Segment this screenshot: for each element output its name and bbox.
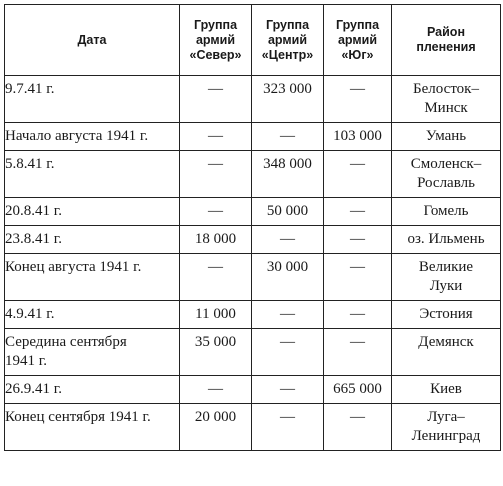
army-center-cell: 50 000 xyxy=(252,198,324,226)
army-center-cell: 348 000 xyxy=(252,151,324,198)
army-south-cell: 103 000 xyxy=(324,123,392,151)
header-capture-area xyxy=(392,5,501,76)
pow-table xyxy=(4,4,501,451)
army-north-cell: — xyxy=(180,123,252,151)
header-army-south-label: Группа армий «Юг» xyxy=(335,17,380,62)
army-south-cell: — xyxy=(324,226,392,254)
army-center-cell: 323 000 xyxy=(252,76,324,123)
date-cell: Конец августа 1941 г. xyxy=(5,254,180,301)
army-north-cell: 11 000 xyxy=(180,301,252,329)
table-row xyxy=(5,226,501,254)
date-cell: Середина сентября 1941 г. xyxy=(5,329,180,376)
capture-area-cell: Гомель xyxy=(392,198,501,226)
army-south-cell: — xyxy=(324,198,392,226)
army-north-cell: — xyxy=(180,151,252,198)
capture-area-cell: Эстония xyxy=(392,301,501,329)
header-date xyxy=(5,5,180,76)
header-army-south xyxy=(324,5,392,76)
table-header-row xyxy=(5,5,501,76)
header-capture-area-label: Район пленения xyxy=(416,25,476,54)
army-center-cell: — xyxy=(252,404,324,451)
header-army-north xyxy=(180,5,252,76)
table-row xyxy=(5,254,501,301)
army-north-cell: — xyxy=(180,376,252,404)
capture-area-cell: Белосток– Минск xyxy=(392,76,501,123)
table-row xyxy=(5,301,501,329)
army-north-cell: 20 000 xyxy=(180,404,252,451)
army-south-cell: 665 000 xyxy=(324,376,392,404)
capture-area-cell: Смоленск– Рославль xyxy=(392,151,501,198)
army-south-cell: — xyxy=(324,329,392,376)
header-army-north-label: Группа армий «Север» xyxy=(189,17,242,62)
army-south-cell: — xyxy=(324,254,392,301)
table-row xyxy=(5,329,501,376)
header-army-center-label: Группа армий «Центр» xyxy=(261,17,314,62)
army-center-cell: — xyxy=(252,123,324,151)
table-row xyxy=(5,76,501,123)
army-center-cell: 30 000 xyxy=(252,254,324,301)
capture-area-cell: Демянск xyxy=(392,329,501,376)
army-center-cell: — xyxy=(252,226,324,254)
header-army-center xyxy=(252,5,324,76)
date-cell: Конец сентября 1941 г. xyxy=(5,404,180,451)
capture-area-cell: оз. Ильмень xyxy=(392,226,501,254)
table-row xyxy=(5,376,501,404)
date-cell: 4.9.41 г. xyxy=(5,301,180,329)
date-cell: 23.8.41 г. xyxy=(5,226,180,254)
capture-area-cell: Умань xyxy=(392,123,501,151)
army-south-cell: — xyxy=(324,151,392,198)
table-row xyxy=(5,198,501,226)
army-center-cell: — xyxy=(252,376,324,404)
table-row xyxy=(5,123,501,151)
date-cell: 9.7.41 г. xyxy=(5,76,180,123)
army-south-cell: — xyxy=(324,301,392,329)
table-row xyxy=(5,404,501,451)
army-north-cell: 18 000 xyxy=(180,226,252,254)
date-cell: 5.8.41 г. xyxy=(5,151,180,198)
date-cell: 20.8.41 г. xyxy=(5,198,180,226)
army-center-cell: — xyxy=(252,329,324,376)
army-center-cell: — xyxy=(252,301,324,329)
capture-area-cell: Киев xyxy=(392,376,501,404)
capture-area-cell: Великие Луки xyxy=(392,254,501,301)
army-north-cell: — xyxy=(180,198,252,226)
capture-area-cell: Луга– Ленинград xyxy=(392,404,501,451)
army-north-cell: 35 000 xyxy=(180,329,252,376)
army-south-cell: — xyxy=(324,404,392,451)
header-date-label: Дата xyxy=(77,32,107,47)
army-north-cell: — xyxy=(180,76,252,123)
table-row xyxy=(5,151,501,198)
army-north-cell: — xyxy=(180,254,252,301)
army-south-cell: — xyxy=(324,76,392,123)
date-cell: Начало августа 1941 г. xyxy=(5,123,180,151)
date-cell: 26.9.41 г. xyxy=(5,376,180,404)
